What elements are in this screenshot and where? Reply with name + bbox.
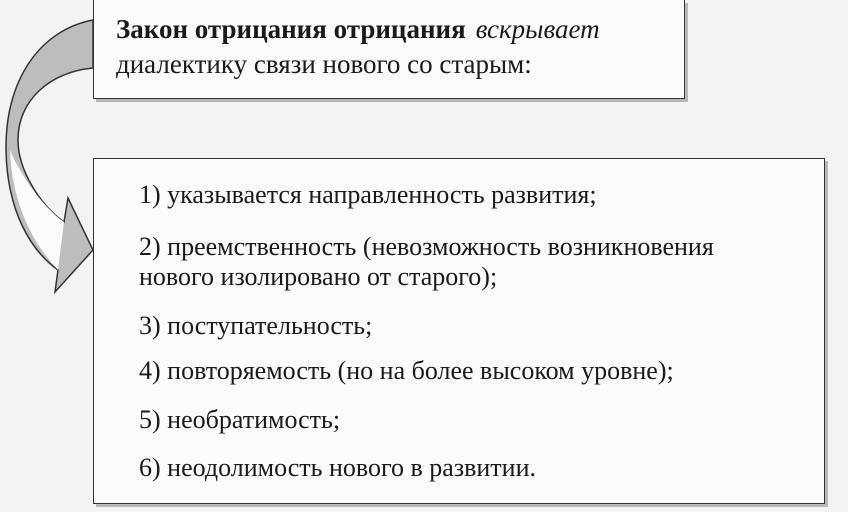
law-description: диалектику связи нового со старым:: [116, 49, 532, 79]
list-item-4: 4) повторяемость (но на более высоком уровне);: [139, 356, 674, 385]
list-item-3: 3) поступательность;: [139, 311, 373, 340]
law-title: Закон отрицания отрицания: [116, 14, 466, 44]
list-item-1: 1) указывается направленность развития;: [139, 180, 597, 209]
list-item-6: 6) неодолимость нового в развитии.: [139, 453, 536, 482]
law-title-line: [116, 14, 600, 45]
list-item-2-line-2: нового изолировано от старого);: [139, 262, 498, 291]
list-item-2-line-1: 2) преемственность (невозможность возникновения: [139, 232, 714, 261]
law-header-box: [93, 0, 685, 99]
law-verb: вскрывает: [475, 14, 600, 44]
properties-list-box: [93, 158, 825, 504]
list-item-5: 5) необратимость;: [139, 405, 341, 434]
